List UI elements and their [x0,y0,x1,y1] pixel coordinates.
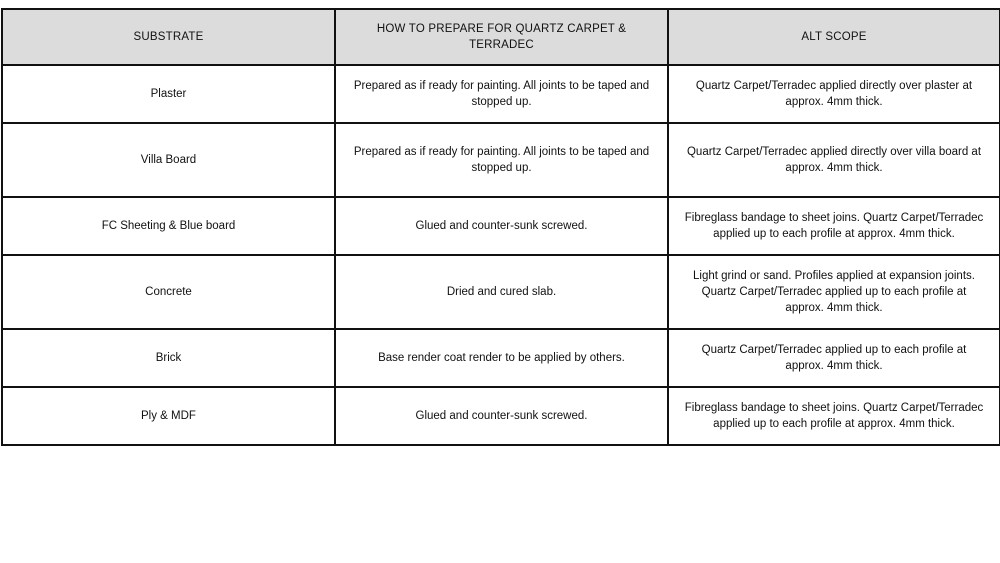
cell-scope: Quartz Carpet/Terradec applied directly over villa board at approx. 4mm thick. [668,123,1000,197]
cell-scope: Quartz Carpet/Terradec applied directly over plaster at approx. 4mm thick. [668,65,1000,123]
cell-prepare: Prepared as if ready for painting. All joints to be taped and stopped up. [335,123,668,197]
cell-substrate: Brick [2,329,335,387]
cell-scope: Fibreglass bandage to sheet joins. Quartz Carpet/Terradec applied up to each profile at approx. 4mm thick. [668,387,1000,445]
cell-substrate: Villa Board [2,123,335,197]
cell-prepare: Glued and counter-sunk screwed. [335,197,668,255]
cell-prepare: Dried and cured slab. [335,255,668,329]
cell-scope: Light grind or sand. Profiles applied at expansion joints. Quartz Carpet/Terradec applied up to each profile at approx. 4mm thick. [668,255,1000,329]
table-row [2,255,1000,329]
table-row [2,197,1000,255]
cell-substrate: FC Sheeting & Blue board [2,197,335,255]
table-row [2,387,1000,445]
table-row [2,329,1000,387]
cell-substrate: Plaster [2,65,335,123]
cell-prepare: Base render coat render to be applied by others. [335,329,668,387]
header-how-to-prepare: HOW TO PREPARE FOR QUARTZ CARPET & TERRADEC [335,9,668,65]
cell-prepare: Prepared as if ready for painting. All joints to be taped and stopped up. [335,65,668,123]
header-alt-scope: ALT SCOPE [668,9,1000,65]
cell-substrate: Ply & MDF [2,387,335,445]
table-row [2,123,1000,197]
header-substrate: SUBSTRATE [2,9,335,65]
cell-substrate: Concrete [2,255,335,329]
table-header-row [2,9,1000,65]
cell-scope: Quartz Carpet/Terradec applied up to each profile at approx. 4mm thick. [668,329,1000,387]
cell-scope: Fibreglass bandage to sheet joins. Quartz Carpet/Terradec applied up to each profile at approx. 4mm thick. [668,197,1000,255]
table-row [2,65,1000,123]
substrate-scope-table [1,8,1000,446]
cell-prepare: Glued and counter-sunk screwed. [335,387,668,445]
